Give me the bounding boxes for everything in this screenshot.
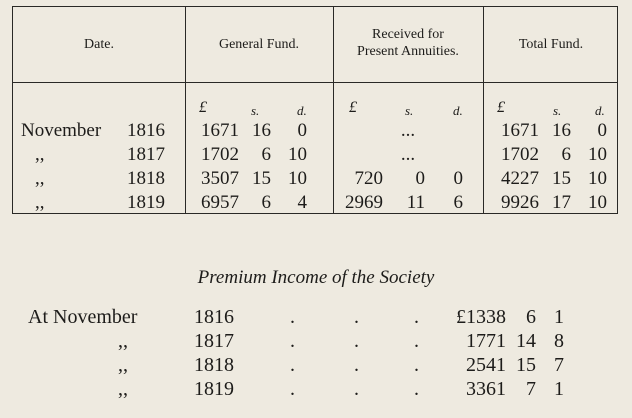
- premium-year: 1819: [194, 378, 234, 400]
- premium-pounds: 1771: [466, 330, 506, 352]
- total-pence: 0: [597, 120, 607, 141]
- row-year: 1819: [127, 192, 165, 213]
- premium-shillings: 15: [516, 354, 536, 376]
- premium-pence: 1: [554, 378, 564, 400]
- leader-dot: .: [290, 330, 295, 352]
- unit-shillings: s.: [553, 103, 562, 118]
- unit-pence: d.: [453, 103, 463, 118]
- premium-pounds: £1338: [456, 306, 506, 328]
- premium-prefix: ,,: [118, 378, 128, 400]
- leader-dot: .: [290, 354, 295, 376]
- table-row: [13, 144, 617, 168]
- premium-row: [0, 354, 632, 380]
- received-empty: ...: [400, 144, 416, 165]
- general-pounds: 6957: [201, 192, 239, 213]
- premium-pence: 1: [554, 306, 564, 328]
- header-received-line1: Received for: [372, 27, 444, 42]
- leader-dot: .: [354, 378, 359, 400]
- premium-year: 1816: [194, 306, 234, 328]
- received-pence: 0: [453, 168, 463, 189]
- row-month: ,,: [35, 168, 45, 189]
- unit-pounds: £: [199, 99, 207, 116]
- general-pounds: 1671: [201, 120, 239, 141]
- total-shillings: 15: [552, 168, 571, 189]
- general-shillings: 16: [252, 120, 271, 141]
- header-general-fund: General Fund.: [218, 37, 300, 52]
- premium-row: [0, 378, 632, 404]
- received-pence: 6: [453, 192, 463, 213]
- total-pence: 10: [588, 144, 607, 165]
- general-pence: 4: [297, 192, 307, 213]
- total-pence: 10: [588, 192, 607, 213]
- leader-dot: .: [354, 306, 359, 328]
- premium-prefix: ,,: [118, 354, 128, 376]
- table-row: [13, 192, 617, 216]
- premium-pounds: 3361: [466, 378, 506, 400]
- leader-dot: .: [414, 378, 419, 400]
- total-pounds: 1671: [501, 120, 539, 141]
- leader-dot: .: [414, 330, 419, 352]
- header-divider: [13, 82, 617, 83]
- received-empty: ...: [400, 120, 416, 141]
- leader-dot: .: [290, 378, 295, 400]
- premium-title: Premium Income of the Society: [197, 267, 435, 288]
- general-shillings: 6: [261, 144, 271, 165]
- premium-year: 1817: [194, 330, 234, 352]
- premium-shillings: 7: [526, 378, 536, 400]
- row-year: 1817: [127, 144, 165, 165]
- general-pence: 0: [297, 120, 307, 141]
- unit-shillings: s.: [405, 103, 414, 118]
- general-pence: 10: [288, 168, 307, 189]
- total-shillings: 6: [561, 144, 571, 165]
- total-shillings: 17: [552, 192, 571, 213]
- unit-pounds: £: [349, 99, 357, 116]
- row-month: November: [21, 120, 102, 141]
- header-total-fund: Total Fund.: [518, 37, 584, 52]
- leader-dot: .: [290, 306, 295, 328]
- received-pounds: 2969: [345, 192, 383, 213]
- premium-row: [0, 306, 632, 332]
- header-date: Date.: [84, 37, 114, 52]
- leader-dot: .: [414, 354, 419, 376]
- row-month: ,,: [35, 192, 45, 213]
- premium-shillings: 14: [516, 330, 536, 352]
- premium-pounds: 2541: [466, 354, 506, 376]
- row-year: 1818: [127, 168, 165, 189]
- row-month: ,,: [35, 144, 45, 165]
- received-shillings: 0: [415, 168, 425, 189]
- premium-pence: 8: [554, 330, 564, 352]
- general-shillings: 15: [252, 168, 271, 189]
- header-received-line2: Present Annuities.: [357, 44, 459, 59]
- premium-prefix: At November: [28, 306, 138, 328]
- leader-dot: .: [354, 354, 359, 376]
- unit-pounds: £: [497, 99, 505, 116]
- premium-row: [0, 330, 632, 356]
- general-pence: 10: [288, 144, 307, 165]
- premium-pence: 7: [554, 354, 564, 376]
- total-pence: 10: [588, 168, 607, 189]
- unit-pence: d.: [595, 103, 605, 118]
- total-pounds: 1702: [501, 144, 539, 165]
- total-pounds: 9926: [501, 192, 539, 213]
- general-shillings: 6: [261, 192, 271, 213]
- received-pounds: 720: [354, 168, 383, 189]
- header-received: [333, 26, 483, 60]
- total-pounds: 4227: [501, 168, 539, 189]
- leader-dot: .: [414, 306, 419, 328]
- premium-prefix: ,,: [118, 330, 128, 352]
- premium-year: 1818: [194, 354, 234, 376]
- unit-shillings: s.: [251, 103, 260, 118]
- table-row: [13, 120, 617, 144]
- row-year: 1816: [127, 120, 165, 141]
- leader-dot: .: [354, 330, 359, 352]
- premium-shillings: 6: [526, 306, 536, 328]
- received-shillings: 11: [406, 192, 425, 213]
- fund-table: [12, 6, 618, 214]
- total-shillings: 16: [552, 120, 571, 141]
- general-pounds: 3507: [201, 168, 239, 189]
- unit-pence: d.: [297, 103, 307, 118]
- general-pounds: 1702: [201, 144, 239, 165]
- table-row: [13, 168, 617, 192]
